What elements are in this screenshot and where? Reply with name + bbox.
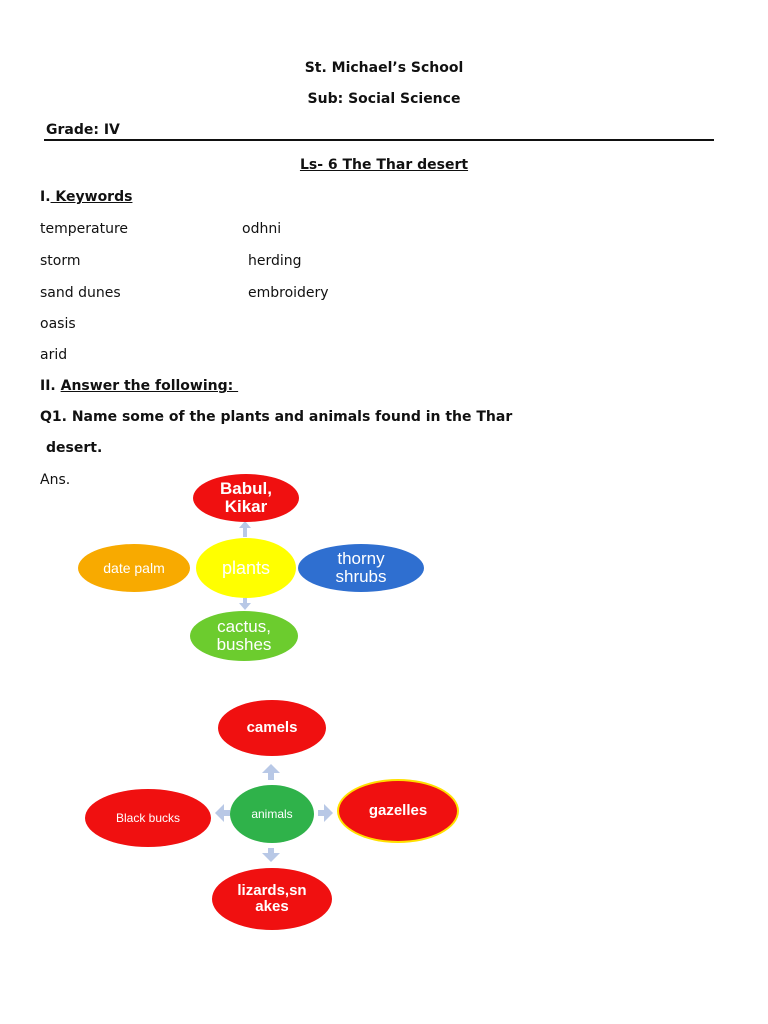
plants-bottom-node: cactus, bushes [190, 611, 298, 661]
keywords-heading [40, 188, 132, 206]
arrow-left-icon [215, 804, 224, 822]
plants-left-node: date palm [78, 544, 190, 592]
keywords-heading-text: Keywords [50, 189, 133, 205]
question-1-line-2: desert. [46, 440, 103, 456]
animals-top-node: camels [218, 700, 326, 756]
header-divider [44, 139, 714, 141]
question-1-line-1: Q1. Name some of the plants and animals found in the Thar [40, 409, 513, 425]
animals-right-node: gazelles [339, 781, 457, 841]
arrow-down-icon [239, 603, 251, 610]
animals-left-node: Black bucks [85, 789, 211, 847]
answer-heading [40, 377, 238, 395]
subject: Sub: Social Science [307, 91, 461, 107]
plants-right-node: thorny shrubs [298, 544, 424, 592]
lesson-title: Ls- 6 The Thar desert [299, 157, 469, 173]
keyword-item: arid [40, 347, 68, 363]
arrow-up-icon [239, 521, 251, 528]
grade: Grade: IV [46, 122, 120, 138]
arrow-up-icon [262, 764, 280, 773]
school-name: St. Michael’s School [304, 60, 464, 76]
plants-top-node: Babul, Kikar [193, 474, 299, 522]
answer-label: Ans. [40, 472, 71, 488]
arrow-down-icon [262, 853, 280, 862]
keyword-item: odhni [242, 221, 282, 237]
keyword-item: storm [40, 253, 81, 269]
keyword-item: embroidery [248, 285, 329, 301]
arrow-up-stem [268, 772, 274, 780]
plants-center-node: plants [196, 538, 296, 598]
animals-center-node: animals [230, 785, 314, 843]
answer-heading-text: Answer the following: [60, 378, 239, 394]
keyword-item: herding [248, 253, 302, 269]
keyword-item: sand dunes [40, 285, 121, 301]
keywords-heading-number: I. [40, 189, 51, 205]
arrow-up-stem [243, 527, 247, 537]
keyword-item: oasis [40, 316, 76, 332]
answer-heading-number: II. [40, 378, 56, 394]
arrow-right-icon [324, 804, 333, 822]
keyword-item: temperature [40, 221, 128, 237]
animals-bottom-node: lizards,sn akes [212, 868, 332, 930]
